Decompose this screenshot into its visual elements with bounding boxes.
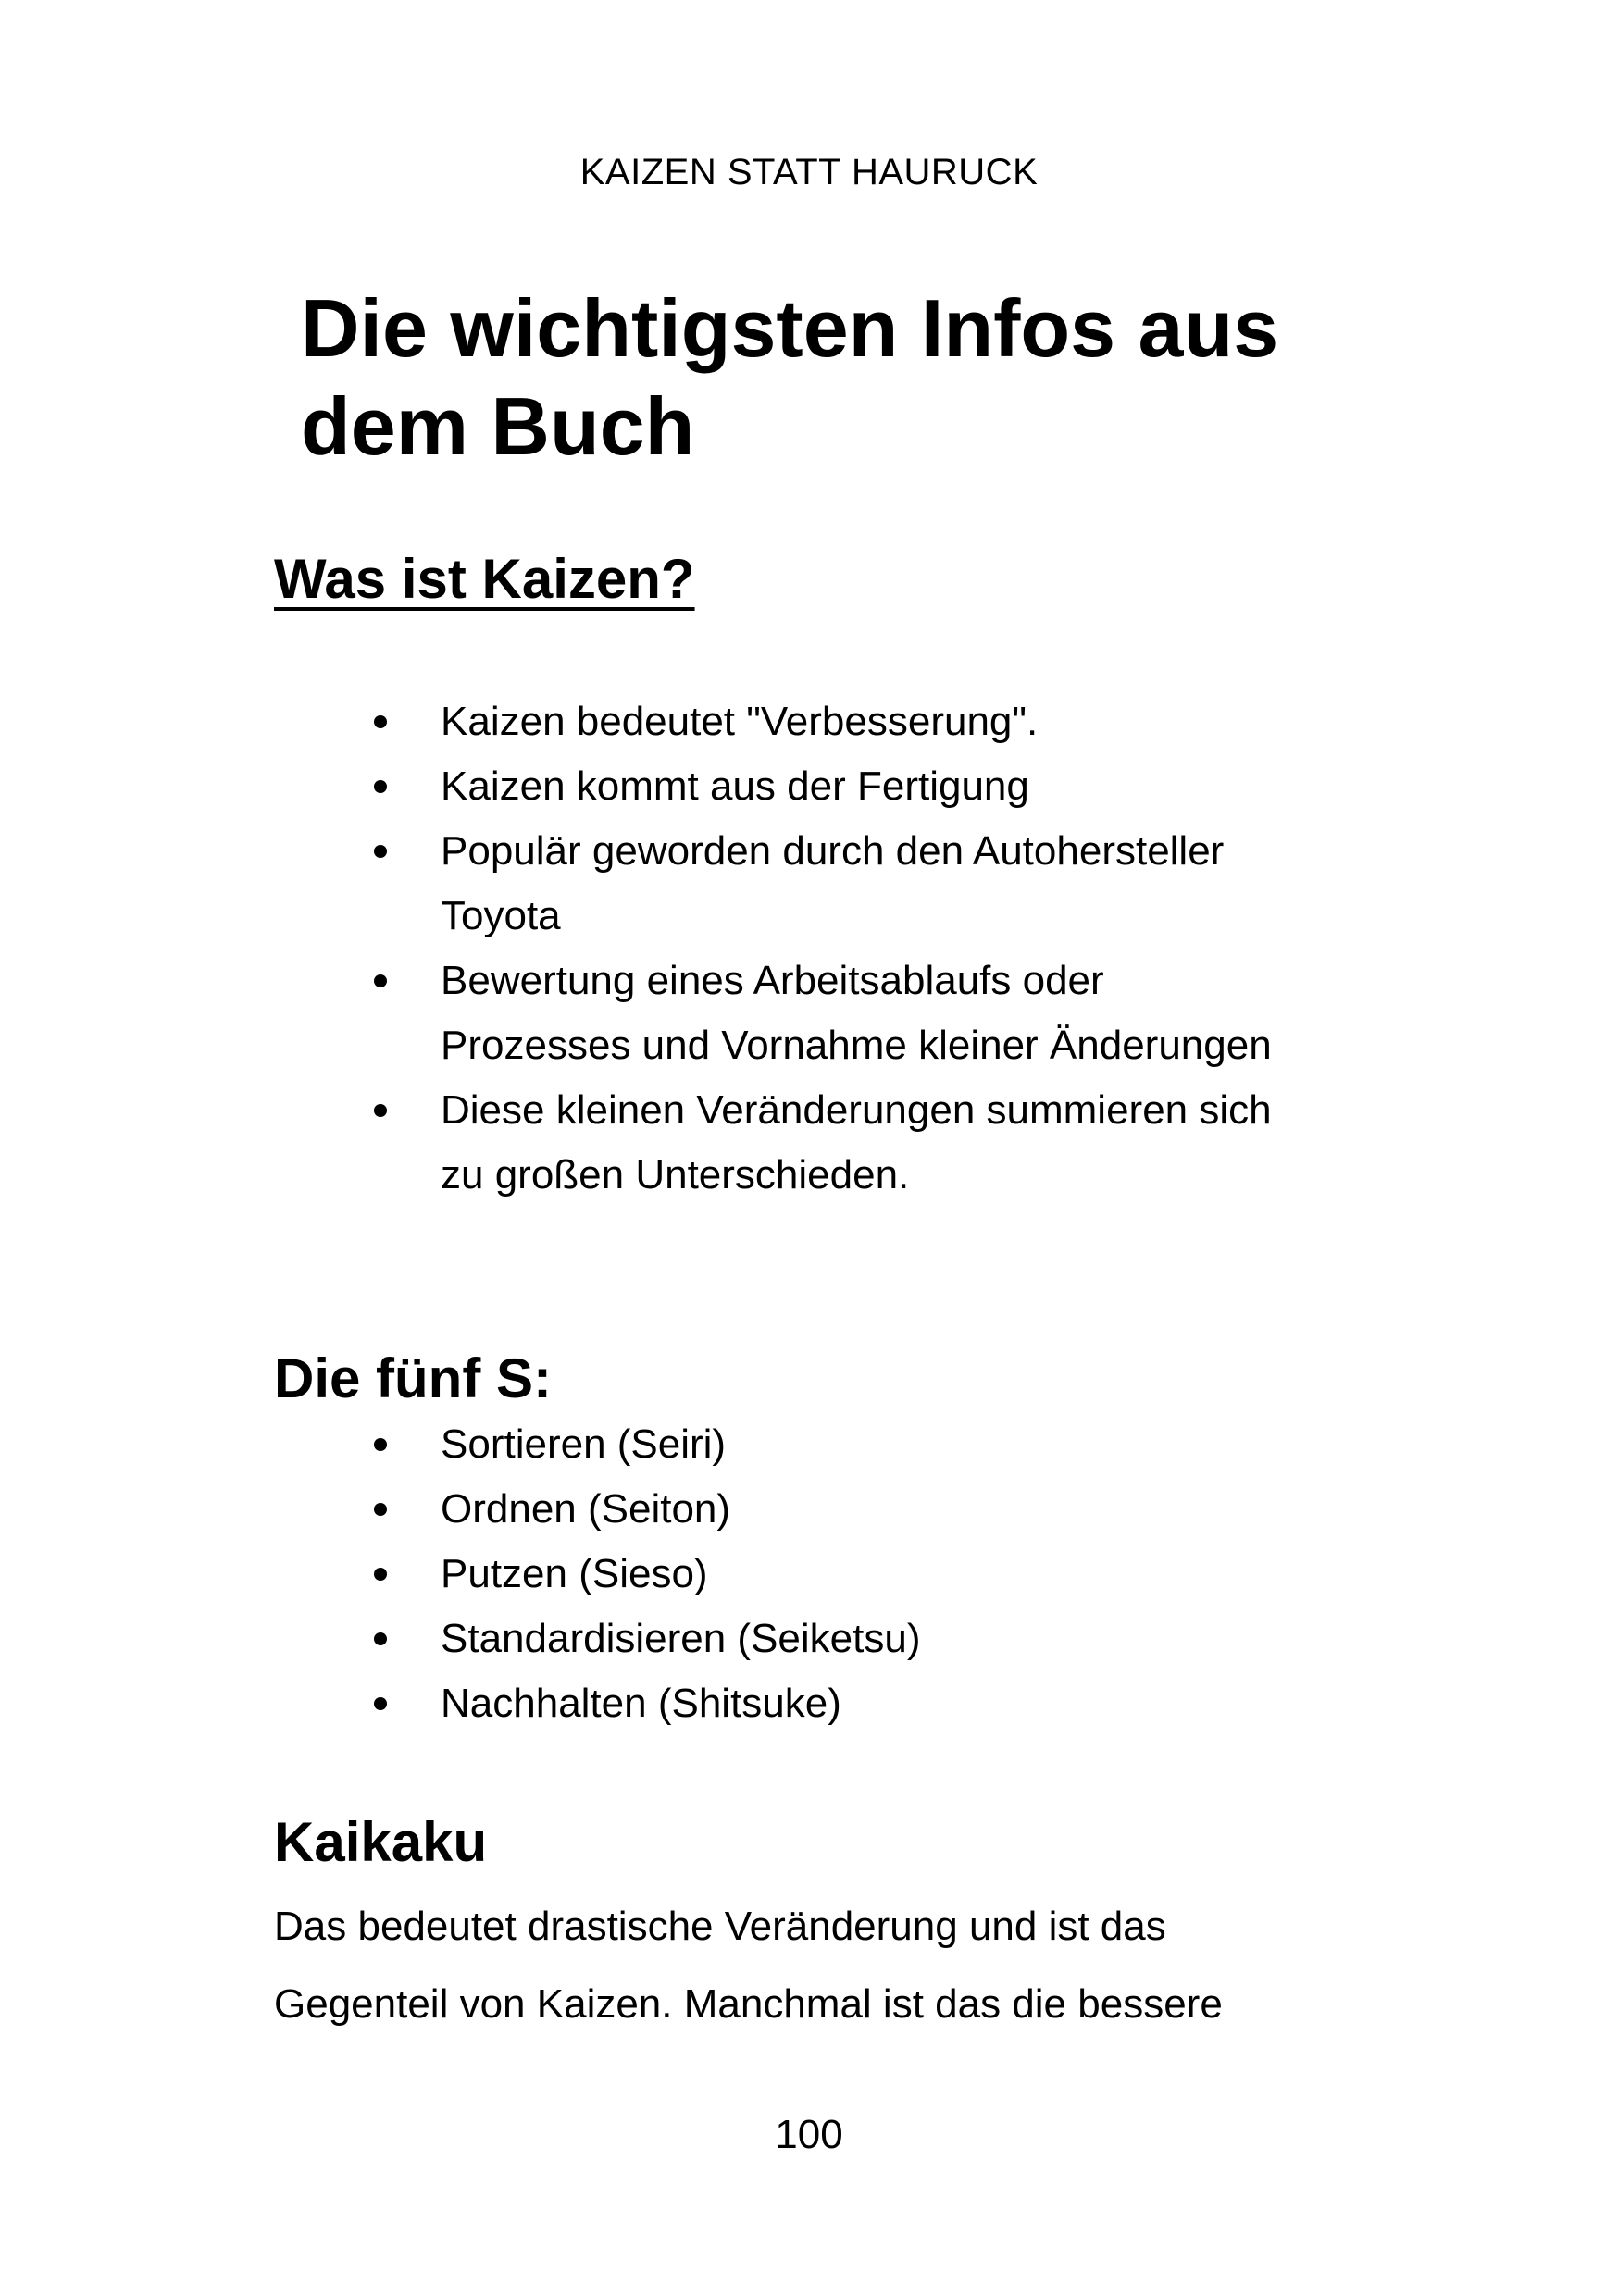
bullet-icon (374, 845, 387, 858)
bullet-icon (374, 1438, 387, 1451)
section-heading-was-ist-kaizen: Was ist Kaizen? (274, 548, 695, 610)
kaizen-facts-list (0, 689, 1618, 1208)
kaikaku-paragraph: Das bedeutet drastische Veränderung und ist das Gegenteil von Kaizen. Manchmal ist das die bessere (274, 1904, 1223, 2027)
section-heading-die-fuenf-s: Die fünf S: (274, 1347, 552, 1409)
bullet-icon (374, 1568, 387, 1581)
bullet-icon (374, 1632, 387, 1645)
bullet-icon (374, 1503, 387, 1516)
section-heading-kaikaku: Kaikaku (274, 1811, 488, 1873)
list-item: Nachhalten (Shitsuke) (0, 1671, 1292, 1736)
bullet-icon (374, 1697, 387, 1710)
list-item: Putzen (Sieso) (0, 1542, 1292, 1607)
chapter-title: Die wichtigsten Infos aus dem Buch (301, 282, 1279, 472)
list-item: Kaizen bedeutet "Verbesserung". (0, 689, 1292, 754)
list-item: Sortieren (Seiri) (0, 1412, 1292, 1477)
bullet-icon (374, 715, 387, 728)
running-head: KAIZEN STATT HAURUCK (579, 152, 1039, 192)
list-item: Kaizen kommt aus der Fertigung (0, 754, 1292, 819)
page-number: 100 (775, 2112, 843, 2157)
list-item: Diese kleinen Veränderungen summieren sich zu großen Unterschieden. (0, 1078, 1292, 1208)
list-item: Populär geworden durch den Autohersteller Toyota (0, 819, 1292, 949)
list-item: Bewertung eines Arbeitsablaufs oder Prozesses und Vornahme kleiner Änderungen (0, 949, 1292, 1078)
bullet-icon (374, 1104, 387, 1117)
list-item: Standardisieren (Seiketsu) (0, 1607, 1292, 1671)
bullet-icon (374, 974, 387, 987)
bullet-icon (374, 780, 387, 793)
five-s-list (0, 1412, 1618, 1736)
list-item: Ordnen (Seiton) (0, 1477, 1292, 1542)
